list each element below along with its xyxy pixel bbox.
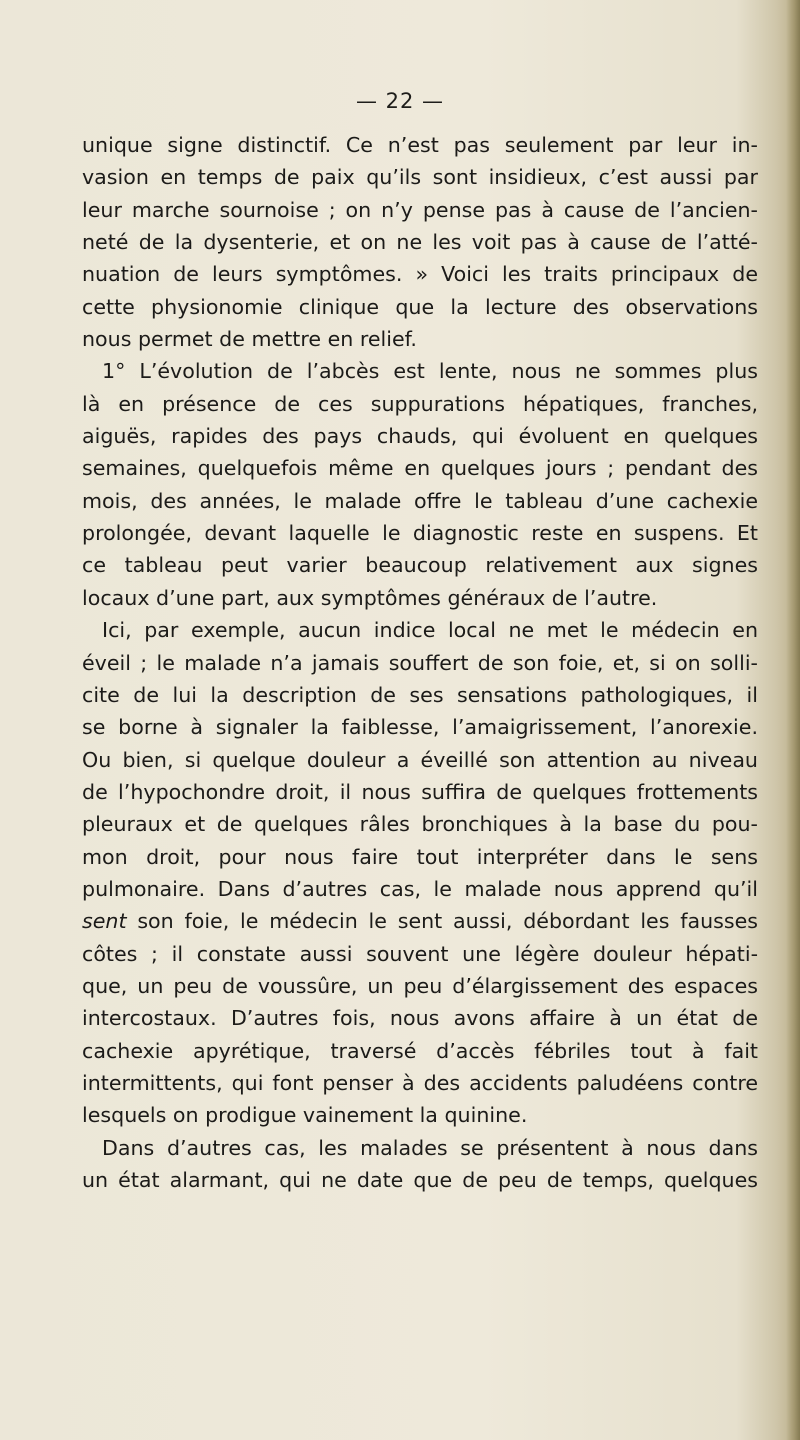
text-line: nuation de leurs symptômes. » Voici les traits principaux de <box>82 262 758 287</box>
text-line: ce tableau peut varier beaucoup relativement aux signes <box>82 553 758 578</box>
text-line: que, un peu de voussûre, un peu d’élargissement des espaces <box>82 973 758 998</box>
text-line: lesquels on prodigue vainement la quinine. <box>82 1103 528 1128</box>
text-line: Ici, par exemple, aucun indice local ne met le médecin en <box>102 618 758 643</box>
text-line: prolongée, devant laquelle le diagnostic reste en suspens. Et <box>82 521 758 546</box>
text-line: intercostaux. D’autres fois, nous avons affaire à un état de <box>82 1006 758 1031</box>
text-line: cite de lui la description de ses sensations pathologiques, il <box>82 682 758 707</box>
italic-word: sent <box>82 909 127 934</box>
text-line: là en présence de ces suppurations hépatiques, franches, <box>82 391 758 416</box>
page-number: — 22 — <box>355 89 445 113</box>
page-edge-shadow <box>786 0 800 1440</box>
text-line: cette physionomie clinique que la lecture des observations <box>82 294 758 319</box>
text-line: 1° L’évolution de l’abcès est lente, nous ne sommes plus <box>102 359 758 384</box>
text-line: nous permet de mettre en relief. <box>82 327 417 352</box>
text-line: se borne à signaler la faiblesse, l’amaigrissement, l’anorexie. <box>82 715 758 740</box>
text-line: neté de la dysenterie, et on ne les voit pas à cause de l’atté- <box>82 230 758 255</box>
text-line: mois, des années, le malade offre le tableau d’une cachexie <box>82 488 758 513</box>
text-line: intermittents, qui font penser à des accidents paludéens contre <box>82 1070 758 1095</box>
text-line: mon droit, pour nous faire tout interpréter dans le sens <box>82 844 758 869</box>
text-line: vasion en temps de paix qu’ils sont insidieux, c’est aussi par <box>82 165 758 190</box>
text-line: côtes ; il constate aussi souvent une légère douleur hépati- <box>82 941 758 966</box>
text-line-rest: son foie, le médecin le sent aussi, débordant les fausses <box>137 909 758 934</box>
text-line: semaines, quelquefois même en quelques jours ; pendant des <box>82 456 758 481</box>
text-line: éveil ; le malade n’a jamais souffert de son foie, et, si on solli- <box>82 650 758 675</box>
text-line-with-italic <box>82 905 758 937</box>
text-line: cachexie apyrétique, traversé d’accès fébriles tout à fait <box>82 1038 758 1063</box>
text-line: pulmonaire. Dans d’autres cas, le malade nous apprend qu’il <box>82 876 758 901</box>
text-line: Ou bien, si quelque douleur a éveillé son attention au niveau <box>82 747 758 772</box>
text-line: leur marche sournoise ; on n’y pense pas à cause de l’ancien- <box>82 197 758 222</box>
text-line: pleuraux et de quelques râles bronchiques à la base du pou- <box>82 812 758 837</box>
text-line: de l’hypochondre droit, il nous suffira de quelques frottements <box>82 779 758 804</box>
text-line: Dans d’autres cas, les malades se présentent à nous dans <box>102 1135 758 1160</box>
text-line: un état alarmant, qui ne date que de peu de temps, quelques <box>82 1168 758 1192</box>
text-line: aiguës, rapides des pays chauds, qui évoluent en quelques <box>82 424 758 449</box>
text-line: unique signe distinctif. Ce n’est pas seulement par leur in- <box>82 133 758 157</box>
body-text <box>82 129 758 1196</box>
text-line: locaux d’une part, aux symptômes généraux de l’autre. <box>82 585 658 610</box>
